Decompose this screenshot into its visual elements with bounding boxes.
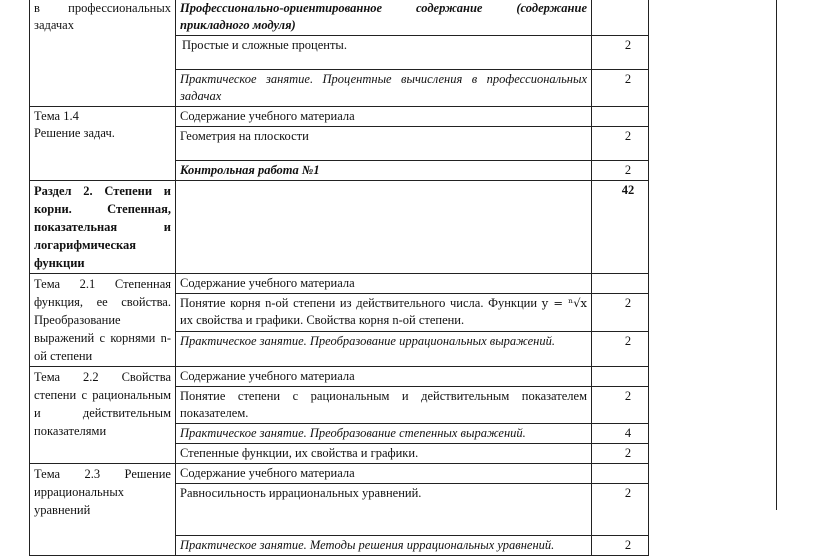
content-cell: Содержание учебного материала [176, 107, 592, 127]
content-cell [176, 181, 592, 274]
content-cell: Контрольная работа №1 [176, 161, 592, 181]
root-formula: y = ⁿ√x [541, 296, 588, 311]
hours-cell: 2 [592, 536, 649, 556]
hours-cell: 42 [592, 181, 649, 274]
table-row [30, 0, 649, 36]
curriculum-table [29, 0, 649, 556]
table-row [30, 367, 649, 387]
hours-cell [592, 274, 649, 294]
hours-cell: 2 [592, 161, 649, 181]
topic-text: в профессиональных задачах [34, 1, 171, 32]
right-border-line [776, 0, 777, 510]
content-cell: Практическое занятие. Преобразование степенных выражений. [176, 424, 592, 444]
content-cell: Практическое занятие. Процентные вычисления в профессиональных задачах [176, 70, 592, 107]
hours-cell [592, 107, 649, 127]
topic-title: Тема 2.3 Решение иррациональных уравнений [34, 467, 171, 517]
table-row [30, 274, 649, 294]
hours-cell: 4 [592, 424, 649, 444]
content-cell: Содержание учебного материала [176, 464, 592, 484]
table-row [30, 107, 649, 127]
hours-cell [592, 464, 649, 484]
topic-cell [30, 107, 176, 181]
hours-cell: 2 [592, 484, 649, 536]
section-cell [30, 181, 176, 274]
content-cell: Понятие корня n-ой степени из действительного числа. Функции y = ⁿ√x их свойства и графики. Свойства корня n-ой степени. [176, 294, 592, 332]
content-cell: Степенные функции, их свойства и графики. [176, 444, 592, 464]
content-cell [176, 0, 592, 36]
hours-cell: 2 [592, 387, 649, 424]
hours-cell: 2 [592, 127, 649, 161]
hours-cell: 2 [592, 36, 649, 70]
table-row [30, 181, 649, 274]
topic-cell [30, 367, 176, 464]
section-title: Раздел 2. Степени и корни. Степенная, показательная и логарифмическая функции [34, 184, 171, 270]
content-cell: Понятие степени с рациональным и действительным показателем показателем. [176, 387, 592, 424]
hours-cell [592, 367, 649, 387]
topic-title: Тема 2.2 Свойства степени с рациональным и действительным показателями [34, 370, 171, 438]
hours-cell: 2 [592, 444, 649, 464]
content-cell: Практическое занятие. Преобразование иррациональных выражений. [176, 332, 592, 367]
content-cell: Геометрия на плоскости [176, 127, 592, 161]
table-row [30, 464, 649, 484]
topic-cell [30, 0, 176, 107]
content-cell: Практическое занятие. Методы решения иррациональных уравнений. [176, 536, 592, 556]
topic-cell [30, 274, 176, 367]
content-cell: Равносильность иррациональных уравнений. [176, 484, 592, 536]
content-cell: Содержание учебного материала [176, 367, 592, 387]
content-cell: Содержание учебного материала [176, 274, 592, 294]
module-heading: Профессионально-ориентированное содержание (содержание прикладного модуля) [180, 1, 587, 32]
topic-subtitle: Решение задач. [34, 126, 115, 140]
topic-title: Тема 2.1 Степенная функция, ее свойства. Преобразование выражений с корнями n-ой степени [34, 277, 171, 363]
hours-cell: 2 [592, 70, 649, 107]
hours-cell [592, 0, 649, 36]
content-cell: Простые и сложные проценты. [176, 36, 592, 70]
hours-cell: 2 [592, 294, 649, 332]
topic-title: Тема 1.4 [34, 109, 79, 123]
hours-cell: 2 [592, 332, 649, 367]
